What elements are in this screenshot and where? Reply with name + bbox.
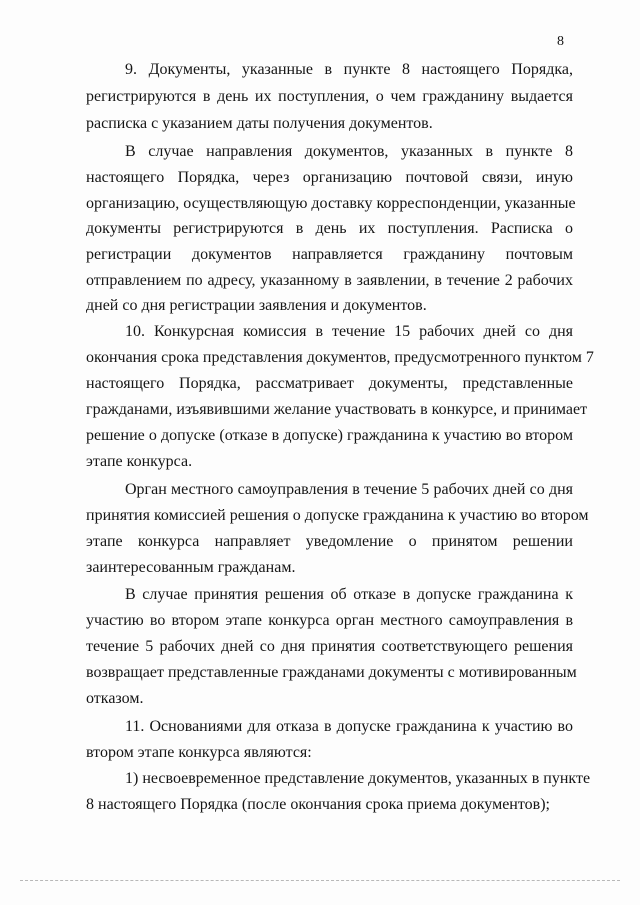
scan-edge-line [20,880,620,881]
text-line: отправлением по адресу, указанному в заявлении, в течение 2 рабочих [86,272,573,289]
text-line: заинтересованным гражданам. [86,559,296,576]
text-line: втором этапе конкурса являются: [86,744,312,761]
text-line: решение о допуске (отказе в допуске) гражданина к участию во втором [86,427,573,444]
text-line: гражданами, изъявившими желание участвовать в конкурсе, и принимает [86,401,588,418]
text-line: 8 настоящего Порядка (после окончания срока приема документов); [86,796,550,813]
text-line: документы регистрируются в день их поступления. Расписка о [86,220,573,237]
text-line: отказом. [86,690,144,707]
text-line: 10. Конкурсная комиссия в течение 15 рабочих дней со дня [125,323,573,340]
text-line: Орган местного самоуправления в течение 5 рабочих дней со дня [125,481,573,498]
text-line: участию во втором этапе конкурса орган местного самоуправления в [86,612,573,629]
text-line: окончания срока представления документов, предусмотренного пунктом 7 [86,349,594,366]
text-line: регистрируются в день их поступления, о чем гражданину выдается [86,88,573,105]
text-line: В случае направления документов, указанных в пункте 8 [125,143,573,160]
text-line: организацию, осуществляющую доставку корреспонденции, указанные [86,195,576,212]
text-line: этапе конкурса. [86,453,193,470]
text-line: расписка с указанием даты получения документов. [86,115,433,132]
text-line: дней со дня регистрации заявления и документов. [86,297,427,314]
text-line: течение 5 рабочих дней со дня принятия соответствующего решения [86,638,573,655]
text-line: В случае принятия решения об отказе в допуске гражданина к [125,586,573,603]
text-line: этапе конкурса направляет уведомление о принятом решении [86,533,573,550]
text-line: 1) несвоевременное представление документов, указанных в пункте [125,770,591,787]
text-line: 9. Документы, указанные в пункте 8 настоящего Порядка, [125,61,573,78]
text-line: принятия комиссией решения о допуске гражданина к участию во втором [86,507,589,524]
text-line: возвращает представленные гражданами документы с мотивированным [86,664,577,681]
page-number: 8 [557,34,565,49]
text-line: 11. Основаниями для отказа в допуске гражданина к участию во [125,718,573,735]
text-line: настоящего Порядка, рассматривает документы, представленные [86,375,573,392]
text-line: регистрации документов направляется гражданину почтовым [86,246,573,263]
text-line: настоящего Порядка, через организацию почтовой связи, иную [86,169,573,186]
